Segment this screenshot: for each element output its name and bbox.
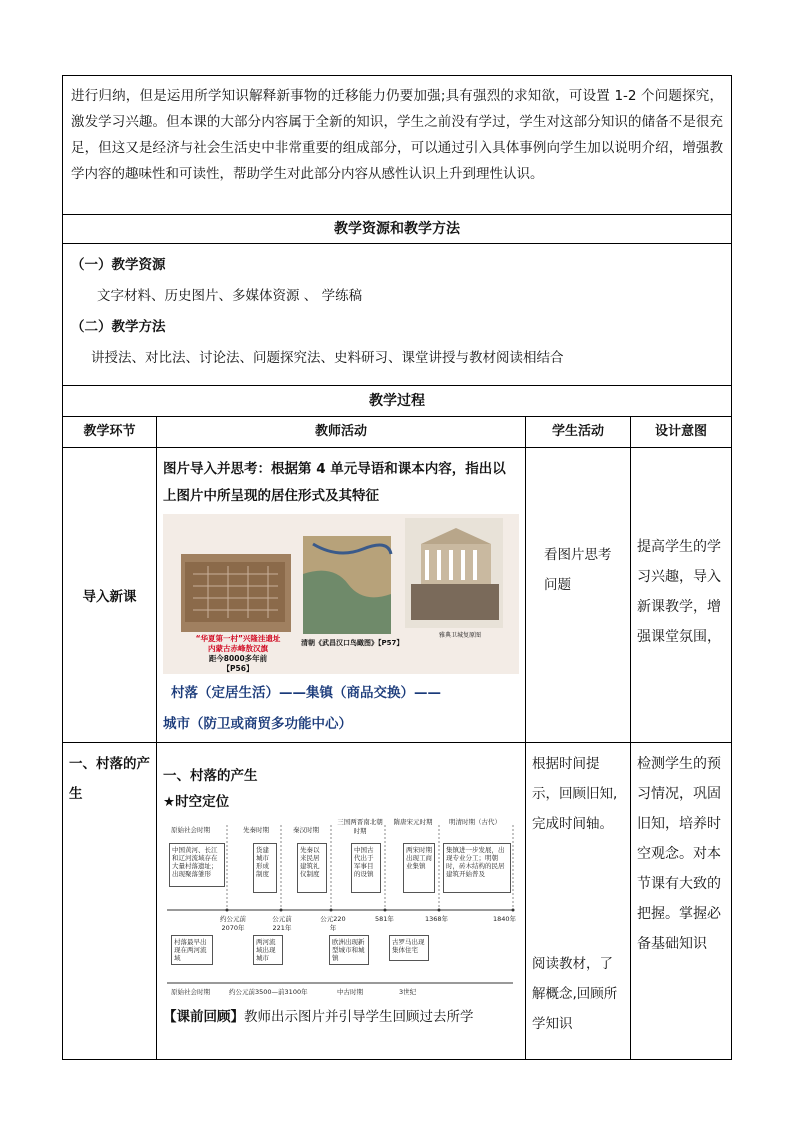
tl-period-3: 秦汉时期 [293, 826, 319, 834]
chain-line-2: 城市（防卫或商贸多功能中心） [163, 716, 352, 732]
tl-box-bottom-4: 古罗马出现集体住宅 [389, 935, 429, 961]
spacetime-sub: ★时空定位 [163, 794, 230, 810]
intro-row [63, 76, 732, 215]
tl-period-4: 三国两晋南北朝时期 [337, 818, 383, 835]
tl-box-top-1: 中国黄河、长江和辽河流域存在大量村落遗址；出现聚落雏形 [169, 843, 225, 887]
tl-box-top-6: 集镇进一步发展，出现专业分工；明朝时，砖木结构的民居建筑开始普及 [443, 843, 511, 893]
tl-box-bottom-1: 村落最早出现在两河流域 [171, 935, 213, 965]
tl-date-top-4: 581年 [375, 915, 394, 923]
stage-intro: 导入新课 [63, 448, 157, 743]
col-header-stage: 教学环节 [63, 417, 157, 448]
resources-title: 教学资源和教学方法 [63, 215, 732, 244]
tl-period-2: 先秦时期 [243, 826, 269, 834]
tl-date-top-1: 约公元前2070年 [220, 915, 246, 932]
timeline-figure [163, 815, 519, 1005]
lesson-plan-table [62, 75, 732, 1060]
purpose-village [631, 743, 732, 1060]
resources-heading: （一）教学资源 [71, 257, 166, 273]
teacher-prompt: 图片导入并思考：根据第 4 单元导语和课本内容，指出以上图片中所呈现的居住形式及其特征 [163, 461, 506, 504]
tl-box-bottom-3: 欧洲出现新型城市和城镇 [329, 935, 369, 965]
tl-date-top-3: 公元220年 [320, 915, 346, 932]
row-village [63, 743, 732, 1060]
tl-box-bottom-2: 两河流域出现城市 [253, 935, 283, 965]
document-page [62, 75, 731, 1060]
col-header-purpose: 设计意图 [631, 417, 732, 448]
tl-box-top-5: 两宋时期出现工商业集镇 [403, 843, 435, 893]
tl-box-top-2: 货建城市形成制度 [253, 843, 277, 893]
tl-date-bottom-3: 中古时期 [337, 988, 363, 996]
student-activity-village [526, 743, 631, 1060]
purpose-intro [631, 448, 732, 743]
chain-line-1: 村落（定居生活）——集镇（商品交换）—— [171, 685, 441, 701]
img1-caption-age: 距今8000多年前 [208, 654, 268, 663]
teacher-activity-village [157, 743, 526, 1060]
img1-caption-place: 内蒙古赤峰敖汉旗 [208, 644, 268, 653]
student-text-timeline: 根据时间提示，回顾旧知,完成时间轴。 [532, 756, 618, 832]
col-header-teacher: 教师活动 [157, 417, 526, 448]
purpose-text-intro: 提高学生的学习兴趣，导入新课教学，增强课堂氛围， [637, 539, 721, 645]
tl-period-6: 明清时期（古代） [449, 818, 501, 826]
img1-caption-ref: 【P56】 [222, 664, 254, 673]
review-line [163, 1005, 519, 1029]
intro-text: 进行归纳，但是运用所学知识解释新事物的迁移能力仍要加强;具有强烈的求知欲，可设置 1-2 个问题探究，激发学习兴趣。但本课的大部分内容属于全新的知识，学生之前没有学过，学生对这部分知识的储备不是很充足，但这又是经济与社会生活史中非常重要的组成部分，可以通过引入具体事例向学生加以说明介绍，增强教学内容的趣味性和可读性，帮助学生对此部分内容从感性认识上升到理性认识。 [63, 76, 732, 215]
method-heading: （二）教学方法 [71, 319, 166, 335]
tl-date-bottom-1: 原始社会时期 [171, 988, 210, 996]
review-label: 【课前回顾】 [163, 1009, 244, 1025]
review-text: 教师出示图片并引导学生回顾过去所学 [244, 1009, 474, 1025]
col-header-student: 学生活动 [526, 417, 631, 448]
student-activity-intro [526, 448, 631, 743]
tl-box-top-3: 先秦以来民居建筑礼仪制度 [297, 843, 327, 893]
img1-caption [173, 634, 303, 674]
purpose-text-village: 检测学生的预习情况，巩固旧知，培养时空观念。对本节课有大致的把握。掌握必备基础知识 [637, 756, 721, 952]
tl-box-top-4: 中国古代出于军事目的设镇 [351, 843, 381, 893]
student-text-intro: 看图片思考问题 [544, 547, 612, 593]
tl-date-top-6: 1840年 [493, 915, 517, 923]
img2-caption: 清朝《武昌汉口鸟瞰图》【P57】 [301, 639, 404, 647]
img3-caption: 雅典卫城复原图 [438, 632, 481, 639]
img1-caption-title: “华夏第一村”兴隆洼遗址 [195, 634, 281, 643]
row-intro-lesson [63, 448, 732, 743]
column-header-row [63, 417, 732, 448]
tl-date-bottom-2: 约公元前3500—前3100年 [229, 988, 308, 996]
tl-period-5: 隋唐宋元时期 [393, 818, 433, 826]
tl-date-top-5: 1368年 [425, 915, 449, 923]
resources-block [63, 244, 732, 386]
method-text: 讲授法、对比法、讨论法、问题探究法、史料研习、课堂讲授与教材阅读相结合 [91, 350, 564, 366]
tl-date-top-2: 公元前221年 [272, 915, 292, 932]
tl-period-1: 原始社会时期 [171, 826, 210, 834]
teacher-activity-intro [157, 448, 526, 743]
tl-date-bottom-4: 3世纪 [399, 988, 417, 996]
student-text-reading: 阅读教材，了解概念,回顾所学知识 [532, 956, 618, 1032]
intro-images [163, 514, 519, 674]
stage-village: 一、村落的产生 [63, 743, 157, 1060]
resources-text: 文字材料、历史图片、多媒体资源 、 学练稿 [97, 288, 363, 304]
process-title: 教学过程 [63, 386, 732, 417]
village-heading: 一、村落的产生 [163, 768, 258, 784]
